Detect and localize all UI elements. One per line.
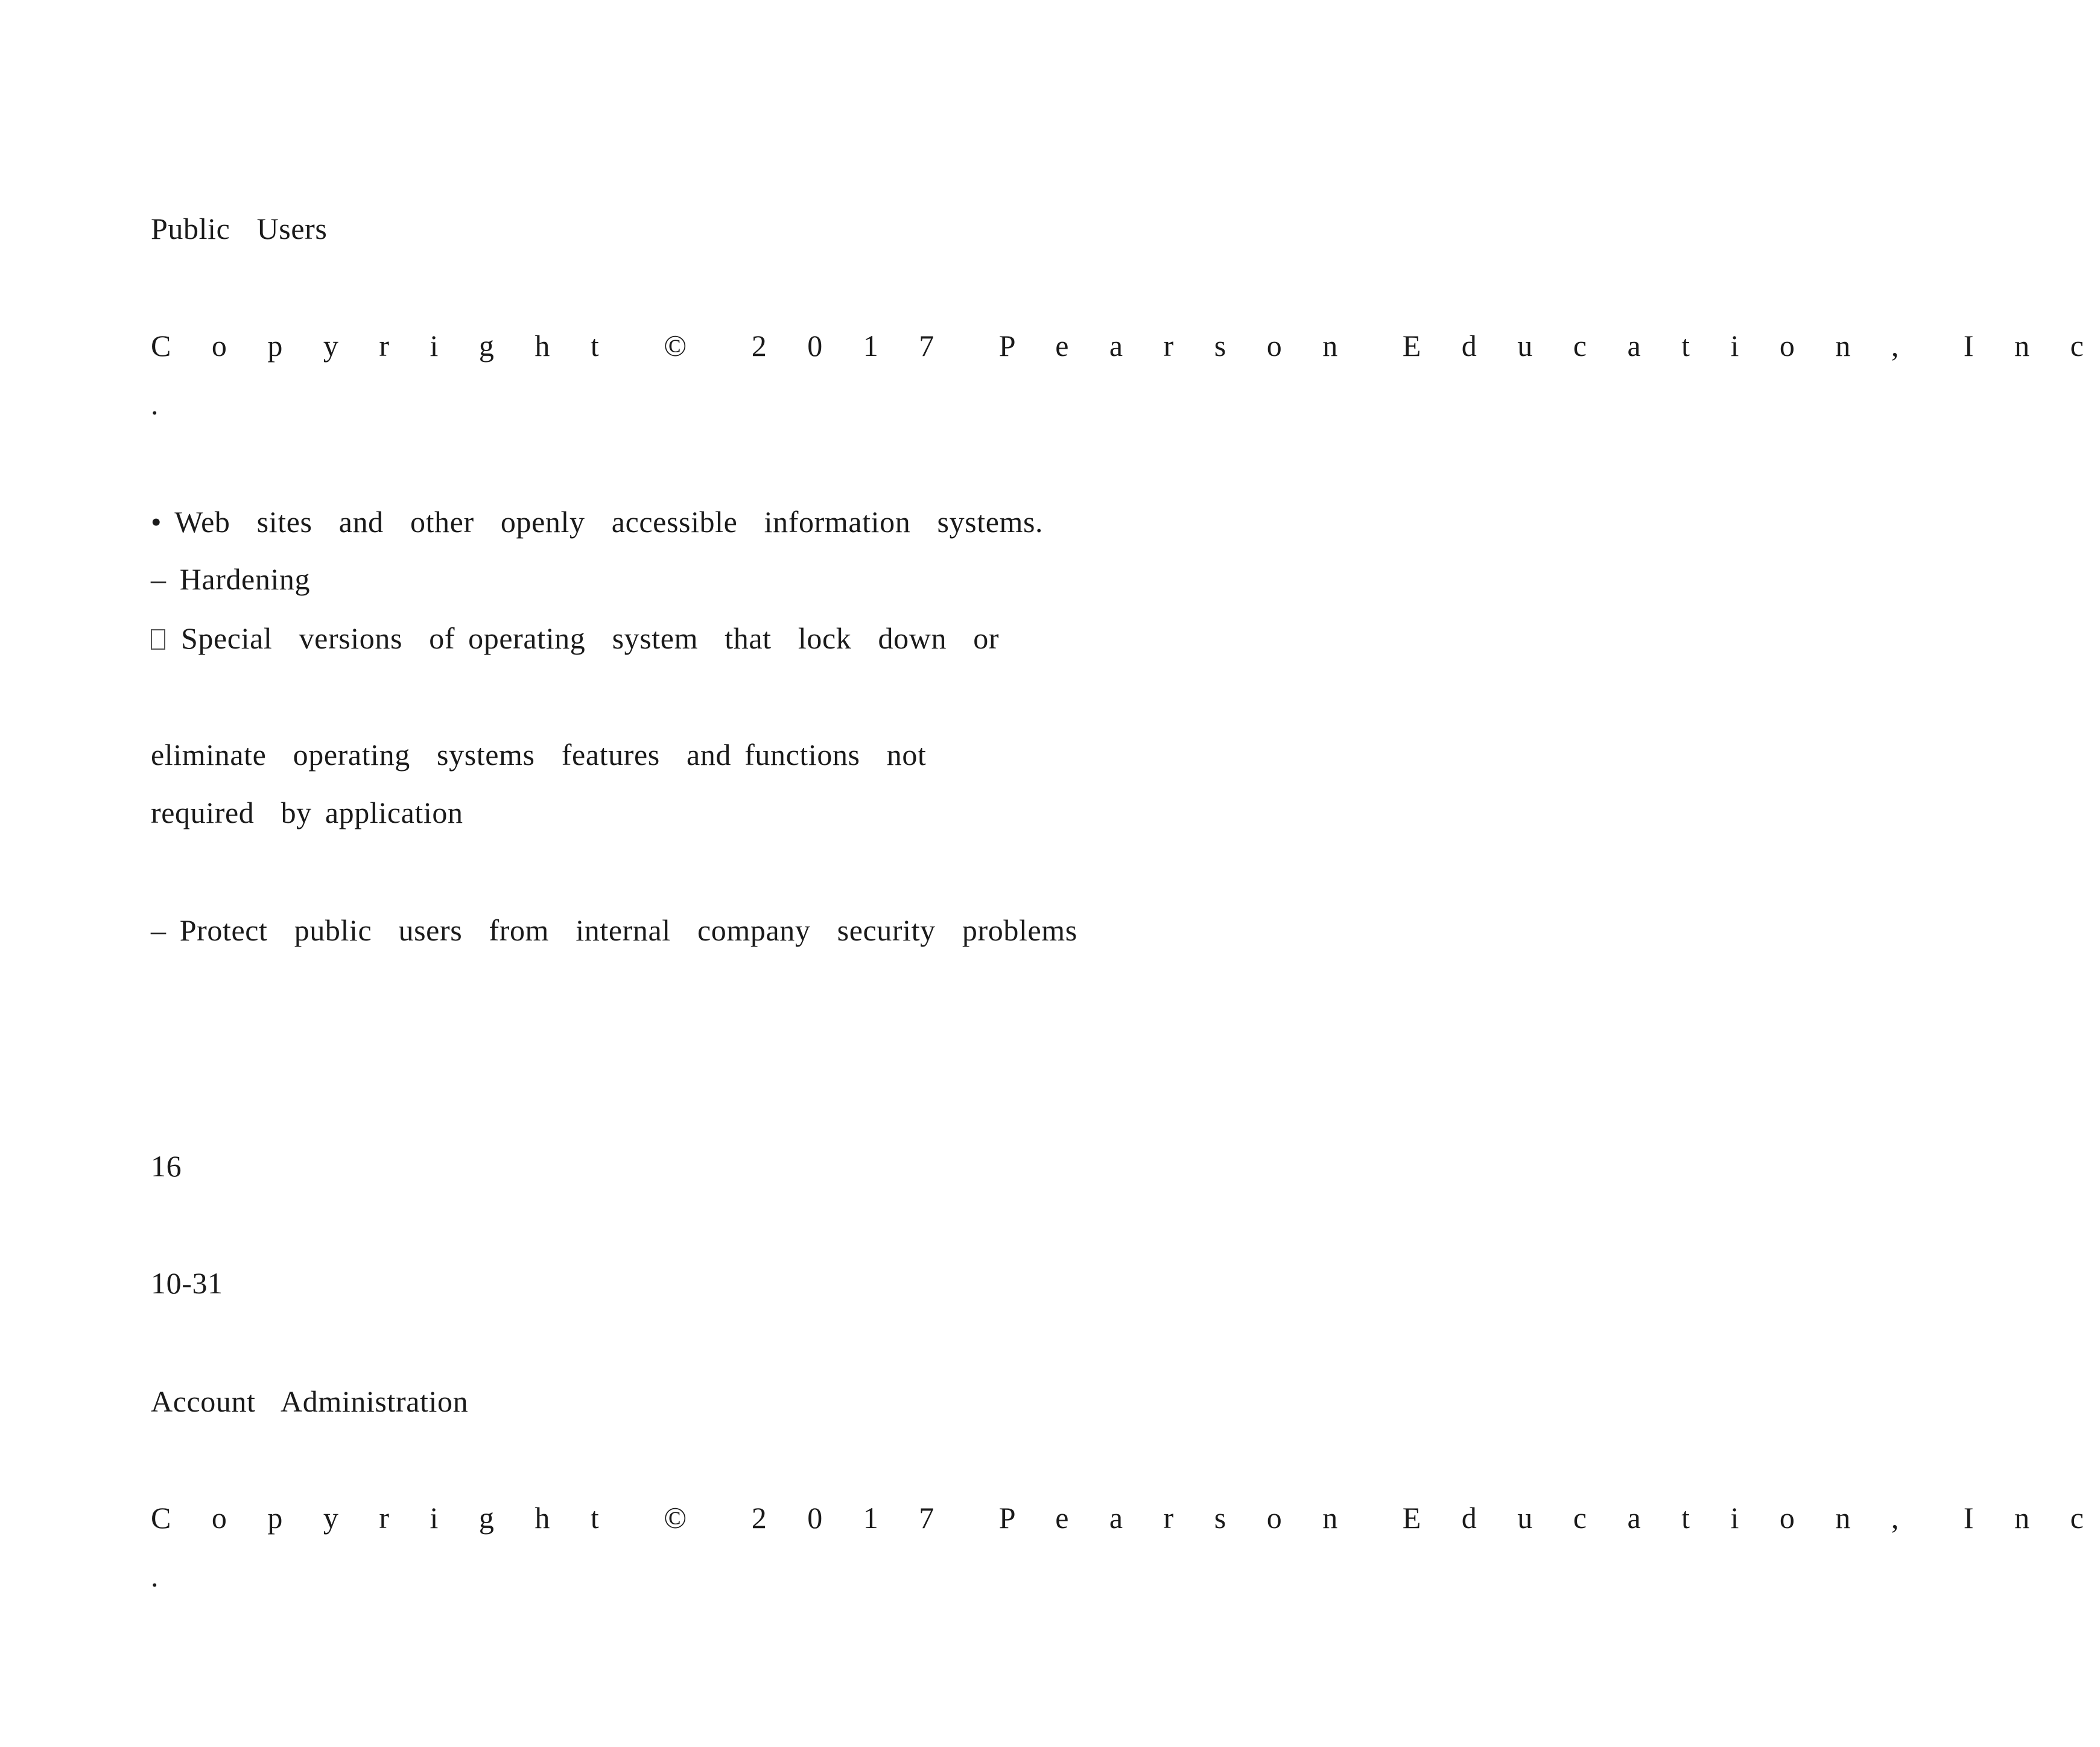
- missing-glyph-box-icon: [151, 629, 165, 650]
- copyright-period-2: .: [151, 1559, 159, 1593]
- sub-bullet-special-versions: [151, 623, 999, 653]
- section-heading-account-administration: Account Administration: [151, 1384, 469, 1418]
- dash-hardening: – Hardening: [151, 562, 311, 596]
- copyright-period: .: [151, 387, 159, 421]
- slide-number: 10-31: [151, 1266, 223, 1300]
- paragraph-required: required by application: [151, 796, 463, 829]
- paragraph-eliminate: eliminate operating systems features and functions not: [151, 738, 927, 772]
- copyright-notice: C o p y r i g h t © 2 0 1 7 P e a r s o n E d u c a t i o n , I n c: [151, 329, 2100, 363]
- section-heading-public-users: Public Users: [151, 212, 328, 246]
- bullet-web-sites: • Web sites and other openly accessible information systems.: [151, 505, 1044, 539]
- page-number: 16: [151, 1149, 182, 1183]
- sub-bullet-text: Special versions of operating system that lock down or: [181, 621, 1000, 655]
- dash-protect-public-users: – Protect public users from internal company security problems: [151, 913, 1077, 947]
- copyright-notice-2: C o p y r i g h t © 2 0 1 7 P e a r s o n E d u c a t i o n , I n c: [151, 1501, 2100, 1535]
